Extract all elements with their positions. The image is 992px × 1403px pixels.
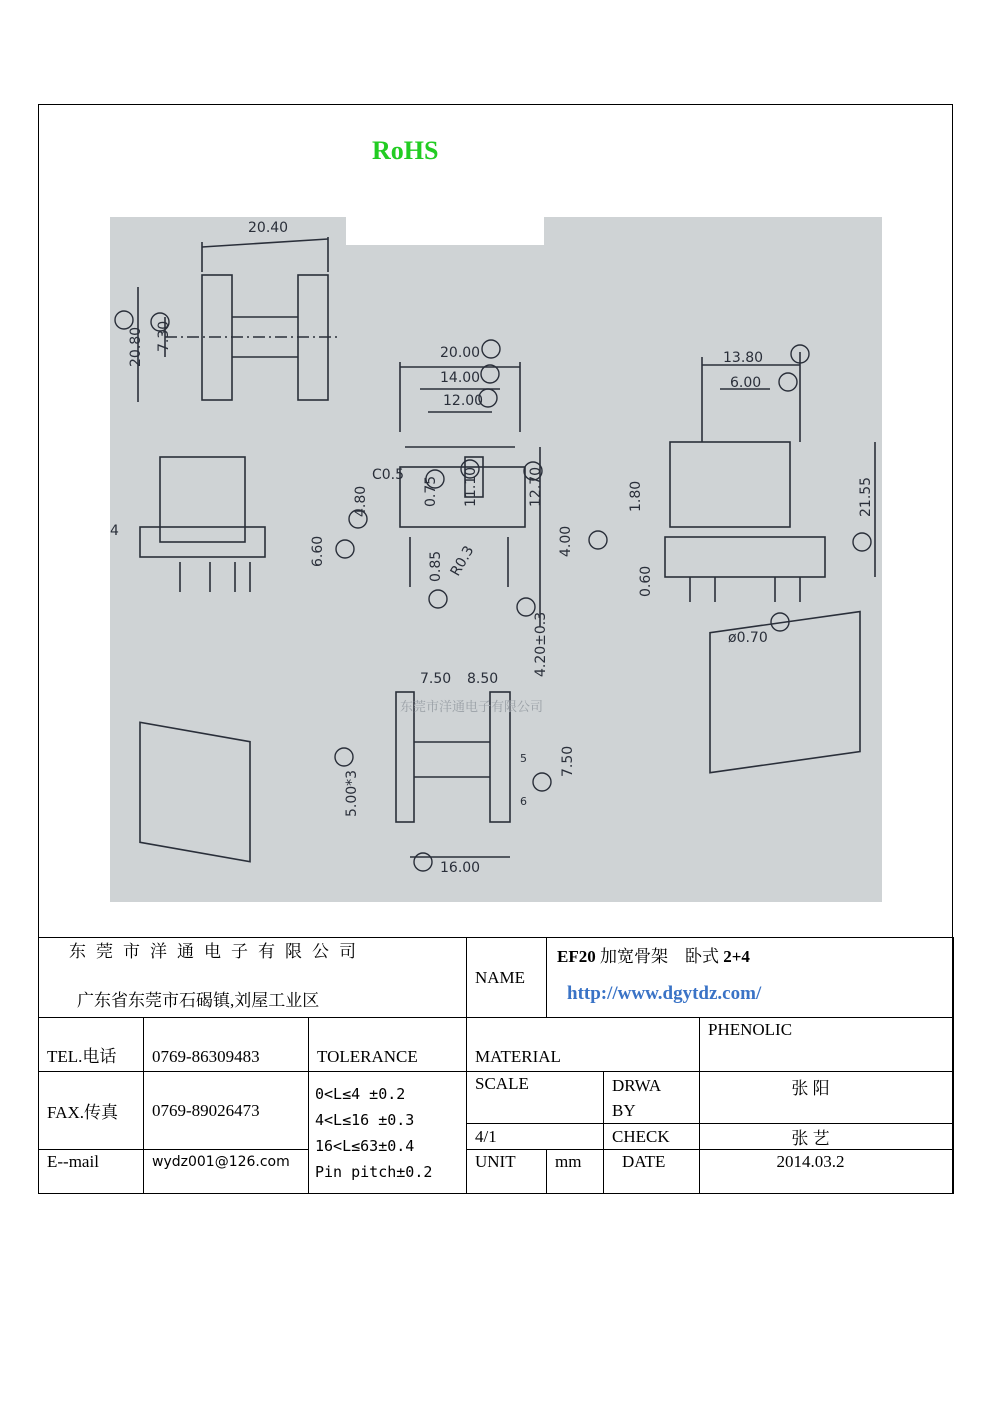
drawn-by-label-1: DRWA	[612, 1075, 662, 1095]
product-pins: 2+4	[723, 947, 750, 966]
svg-text:7.50: 7.50	[420, 671, 452, 687]
material-label: MATERIAL	[467, 1018, 700, 1072]
tolerance-values	[309, 1072, 467, 1194]
product-type: 卧式	[684, 947, 719, 966]
svg-text:4.00: 4.00	[558, 525, 574, 557]
product-title	[557, 942, 945, 967]
tolerance-line-4: Pin pitch±0.2	[315, 1162, 433, 1181]
svg-text:0.85: 0.85	[428, 550, 444, 582]
svg-text:ø0.70: ø0.70	[728, 630, 768, 646]
drawing-svg	[110, 217, 882, 902]
svg-text:16.00: 16.00	[440, 860, 481, 876]
svg-text:东莞市洋通电子有限公司: 东莞市洋通电子有限公司	[400, 700, 544, 715]
product-cell	[547, 938, 954, 1018]
tolerance-line-1: 0<L≤4 ±0.2	[315, 1084, 406, 1103]
tolerance-line-3: 16<L≤63±0.4	[315, 1136, 415, 1155]
company-name: 东莞市洋通电子有限公司	[69, 941, 366, 961]
svg-text:4: 4	[110, 523, 119, 539]
svg-text:1.80: 1.80	[628, 480, 644, 512]
name-label: NAME	[467, 938, 547, 1018]
title-block	[38, 937, 954, 1194]
scale-value: 4/1	[467, 1124, 604, 1150]
svg-text:21.55: 21.55	[858, 476, 874, 517]
scale-label: SCALE	[467, 1072, 604, 1124]
company-address: 广东省东莞市石碣镇,刘屋工业区	[77, 990, 320, 1010]
fax-label: FAX.传真	[39, 1072, 144, 1150]
tolerance-label: TOLERANCE	[309, 1018, 467, 1072]
material-value: PHENOLIC	[700, 1018, 954, 1072]
product-name-cn: 加宽骨架	[599, 947, 668, 966]
svg-text:C0.5: C0.5	[372, 467, 405, 483]
check-value: 张 艺	[700, 1124, 954, 1150]
drawn-by-label-2: BY	[612, 1100, 636, 1120]
svg-text:0.75: 0.75	[423, 475, 439, 507]
svg-text:R0.3: R0.3	[447, 543, 478, 579]
svg-text:4.20±0.3: 4.20±0.3	[533, 611, 549, 677]
technical-drawing	[110, 217, 882, 902]
svg-text:6.00: 6.00	[730, 375, 762, 391]
email-label: E--mail	[39, 1150, 144, 1194]
svg-text:20.00: 20.00	[440, 345, 481, 361]
drawn-by-value: 张 阳	[700, 1072, 954, 1124]
front-view-body	[670, 442, 790, 527]
drawn-by-label	[604, 1072, 700, 1124]
front-view-base	[665, 537, 825, 577]
svg-text:20.40: 20.40	[248, 220, 289, 236]
product-code: EF20	[557, 947, 596, 966]
date-label: DATE	[604, 1150, 700, 1194]
unit-value: mm	[547, 1150, 604, 1194]
svg-text:20.80: 20.80	[128, 326, 144, 367]
svg-text:0.60: 0.60	[638, 565, 654, 597]
svg-text:6.60: 6.60	[310, 535, 326, 567]
svg-text:7.50: 7.50	[560, 745, 576, 777]
unit-label: UNIT	[467, 1150, 547, 1194]
tolerance-line-2: 4<L≤16 ±0.3	[315, 1110, 415, 1129]
svg-text:7.30: 7.30	[156, 320, 172, 352]
svg-text:12.00: 12.00	[443, 393, 484, 409]
tel-value: 0769-86309483	[144, 1018, 309, 1072]
svg-text:6: 6	[520, 795, 527, 808]
check-label: CHECK	[604, 1124, 700, 1150]
svg-text:12.70: 12.70	[528, 466, 544, 507]
svg-text:8.50: 8.50	[467, 671, 499, 687]
svg-text:13.80: 13.80	[723, 350, 764, 366]
svg-text:5.00*3: 5.00*3	[344, 769, 360, 817]
rohs-label: RoHS	[372, 136, 439, 165]
email-value: wydz001@126.com	[144, 1150, 309, 1194]
website-link[interactable]: http://www.dgytdz.com/	[567, 983, 762, 1004]
date-value: 2014.03.2	[700, 1150, 954, 1194]
svg-text:5: 5	[520, 752, 527, 765]
svg-text:11.10: 11.10	[463, 466, 479, 507]
iso-view-left	[140, 722, 250, 861]
left-view-body	[160, 457, 245, 542]
svg-text:14.00: 14.00	[440, 370, 481, 386]
tel-label: TEL.电话	[39, 1018, 144, 1072]
white-patch	[346, 217, 544, 245]
svg-text:4.80: 4.80	[353, 485, 369, 517]
company-cell	[39, 938, 467, 1018]
fax-value: 0769-89026473	[144, 1072, 309, 1150]
